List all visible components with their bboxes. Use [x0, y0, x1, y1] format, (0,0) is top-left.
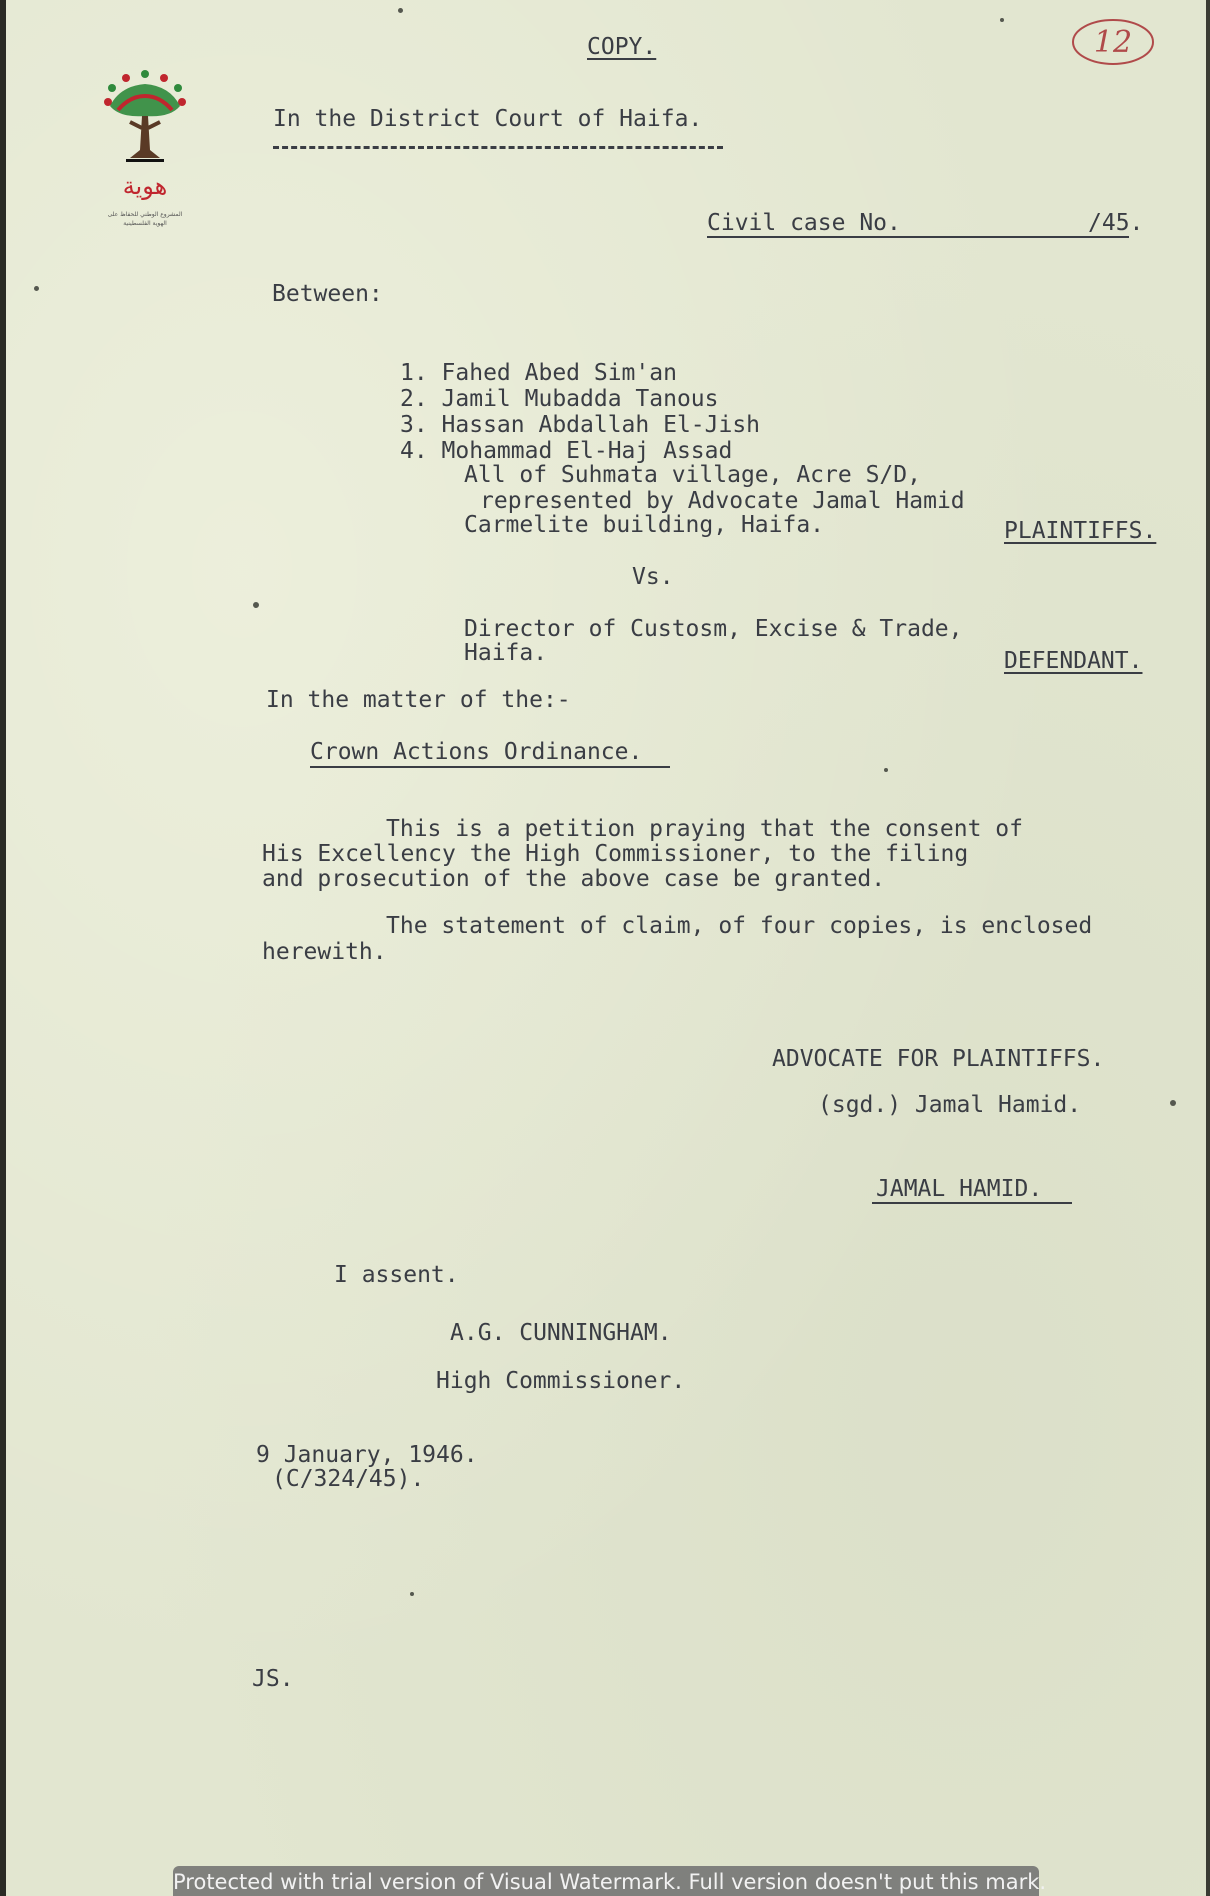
signed-name: (sgd.) Jamal Hamid. — [818, 1092, 1082, 1118]
plaintiffs-address-line-1: All of Suhmata village, Acre S/D, — [464, 462, 921, 488]
petition-line-1: This is a petition praying that the consent of — [386, 816, 1023, 842]
plaintiff-1: 1. Fahed Abed Sim'an — [400, 360, 677, 386]
assent-text: I assent. — [334, 1262, 459, 1288]
assent-date: 9 January, 1946. — [256, 1442, 478, 1468]
case-number-suffix: /45. — [1088, 210, 1144, 236]
logo-caption-line-2: الهوية الفلسطينية — [123, 220, 167, 227]
assent-title: High Commissioner. — [436, 1368, 686, 1394]
versus-label: Vs. — [632, 564, 674, 590]
plaintiff-4: 4. Mohammad El-Haj Assad — [400, 438, 733, 464]
case-number-label: Civil case No. — [707, 210, 901, 236]
watermark-banner — [173, 1866, 1047, 1896]
advocate-name: JAMAL HAMID. — [876, 1176, 1043, 1202]
plaintiffs-role: PLAINTIFFS. — [1004, 518, 1157, 544]
folio-number-stamp — [1068, 14, 1158, 70]
copy-label: COPY. — [587, 34, 657, 60]
defendant-line-1: Director of Custosm, Excise & Trade, — [464, 616, 963, 642]
scan-edge-right — [1206, 0, 1210, 1896]
logo-caption-line-1: المشروع الوطني للحفاظ على — [107, 211, 183, 218]
scan-speck — [34, 286, 39, 291]
plaintiffs-address-line-3: Carmelite building, Haifa. — [464, 512, 825, 538]
court-heading-rule — [273, 146, 723, 149]
organization-logo — [100, 66, 190, 236]
scan-speck — [1170, 1100, 1176, 1106]
scan-speck — [398, 8, 403, 13]
statement-line-2: herewith. — [262, 939, 387, 965]
tree-icon — [104, 70, 186, 162]
defendant-role: DEFENDANT. — [1004, 648, 1143, 674]
plaintiff-3: 3. Hassan Abdallah El-Jish — [400, 412, 761, 438]
ordinance-rule — [310, 766, 670, 768]
plaintiff-2: 2. Jamil Mubadda Tanous — [400, 386, 719, 412]
logo-brand-text: هوية — [122, 172, 168, 200]
scan-speck — [1000, 18, 1004, 22]
scan-speck — [253, 602, 259, 608]
between-label: Between: — [272, 281, 383, 307]
scan-edge-left — [0, 0, 6, 1896]
defendant-line-2: Haifa. — [464, 640, 548, 666]
statement-line-1: The statement of claim, of four copies, is enclosed — [386, 913, 1093, 939]
scan-speck — [410, 1592, 414, 1596]
petition-line-3: and prosecution of the above case be granted. — [262, 866, 886, 892]
advocate-name-rule — [872, 1202, 1072, 1204]
court-heading: In the District Court of Haifa. — [273, 106, 703, 132]
ordinance-title: Crown Actions Ordinance. — [310, 739, 643, 765]
folio-number: 12 — [1093, 25, 1133, 60]
plaintiffs-address-line-2: represented by Advocate Jamal Hamid — [480, 488, 965, 514]
typist-initials: JS. — [252, 1666, 294, 1692]
watermark-text: Protected with trial version of Visual Watermark. Full version doesn't put this mark. — [173, 1870, 1047, 1894]
assent-reference: (C/324/45). — [272, 1466, 425, 1492]
assent-signatory: A.G. CUNNINGHAM. — [450, 1320, 672, 1346]
petition-line-2: His Excellency the High Commissioner, to the filing — [262, 841, 969, 867]
advocate-role: ADVOCATE FOR PLAINTIFFS. — [772, 1046, 1105, 1072]
case-number-rule — [707, 236, 1129, 238]
scan-speck — [884, 768, 888, 772]
matter-label: In the matter of the:- — [266, 687, 571, 713]
